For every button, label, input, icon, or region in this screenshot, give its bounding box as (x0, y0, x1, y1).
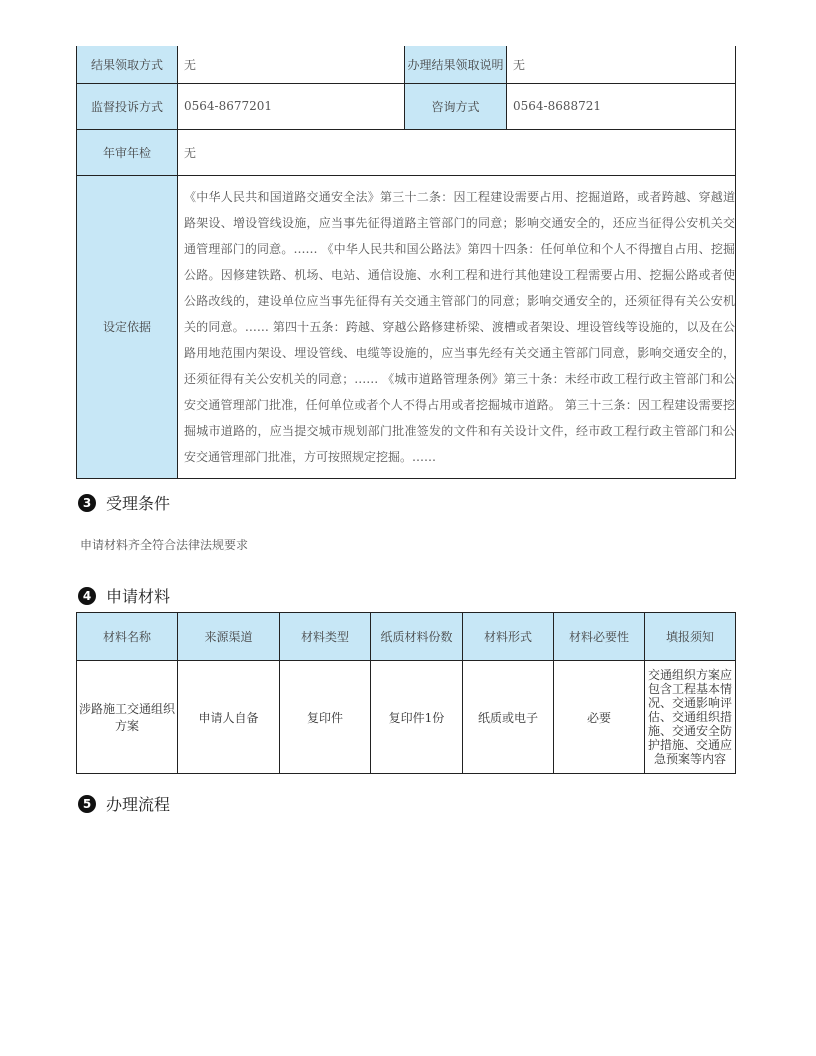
basis-text: 《中华人民共和国道路交通安全法》第三十二条：因工程建设需要占用、挖掘道路，或者跨越、穿越道路架设、增设管线设施，应当事先征得道路主管部门的同意；影响交通安全的，还应当征得公安机关交通管理部门的同意。…… 《中华人民共和国公路法》第四十四条：任何单位和个人不得擅自占用、挖掘公路。因修建铁路、机场、电站、通信设施、水利工程和进行其他建设工程需要占用、挖掘公路或者使公路改线的，建设单位应当事先征得有关交通主管部门的同意；影响交通安全的，还须征得有关公安机关的同意。…… 第四十五条：跨越、穿越公路修建桥梁、渡槽或者架设、埋设管线等设施的，以及在公路用地范围内架设、埋设管线、电缆等设施的，应当事先经有关交通主管部门同意，影响交通安全的，还须征得有关公安机关的同意；…… 《城市道路管理条例》第三十条：未经市政工程行政主管部门和公安交通管理部门批准，任何单位或者个人不得占用或者挖掘城市道路。 第三十三条：因工程建设需要挖掘城市道路的，应当提交城市规划部门批准签发的文件和有关设计文件，经市政工程行政主管部门和公安交通管理部门批准，方可按照规定挖掘。…… (178, 175, 736, 478)
material-name-cell: 涉路施工交通组织方案 (77, 661, 178, 774)
section-accept-conditions (78, 491, 170, 514)
col-header-notes: 填报须知 (645, 613, 736, 661)
section-title: 受理条件 (106, 494, 171, 513)
section-application-materials (78, 584, 170, 607)
materials-header-row (77, 613, 736, 661)
col-header-type: 材料类型 (280, 613, 371, 661)
col-header-necessity: 材料必要性 (554, 613, 645, 661)
section-number-badge: 4 (78, 587, 96, 605)
section-title: 申请材料 (106, 587, 171, 606)
col-header-copies: 纸质材料份数 (371, 613, 463, 661)
material-copies-cell: 复印件1份 (371, 661, 463, 774)
material-form-cell: 纸质或电子 (463, 661, 554, 774)
result-method-value: 无 (178, 46, 405, 83)
material-source-cell: 申请人自备 (178, 661, 280, 774)
material-type-cell: 复印件 (280, 661, 371, 774)
service-info-table (76, 46, 736, 479)
col-header-source: 来源渠道 (178, 613, 280, 661)
material-notes-cell: 交通组织方案应包含工程基本情况、交通影响评估、交通组织措施、交通安全防护措施、交通应急预案等内容 (645, 661, 736, 774)
materials-table (76, 612, 736, 774)
annual-check-value: 无 (178, 129, 736, 175)
supervise-label: 监督投诉方式 (77, 83, 178, 129)
section-process-flow (78, 792, 170, 815)
material-necessity-cell: 必要 (554, 661, 645, 774)
table-row (77, 661, 736, 774)
section-title: 办理流程 (106, 795, 171, 814)
consult-value: 0564-8688721 (507, 83, 736, 129)
consult-label: 咨询方式 (405, 83, 507, 129)
col-header-name: 材料名称 (77, 613, 178, 661)
basis-label: 设定依据 (77, 175, 178, 478)
supervise-value: 0564-8677201 (178, 83, 405, 129)
annual-check-label: 年审年检 (77, 129, 178, 175)
result-desc-value: 无 (507, 46, 736, 83)
section-number-badge: 5 (78, 795, 96, 813)
result-method-label: 结果领取方式 (77, 46, 178, 83)
col-header-form: 材料形式 (463, 613, 554, 661)
accept-conditions-text: 申请材料齐全符合法律法规要求 (80, 538, 249, 552)
result-desc-label: 办理结果领取说明 (405, 46, 507, 83)
section-number-badge: 3 (78, 494, 96, 512)
